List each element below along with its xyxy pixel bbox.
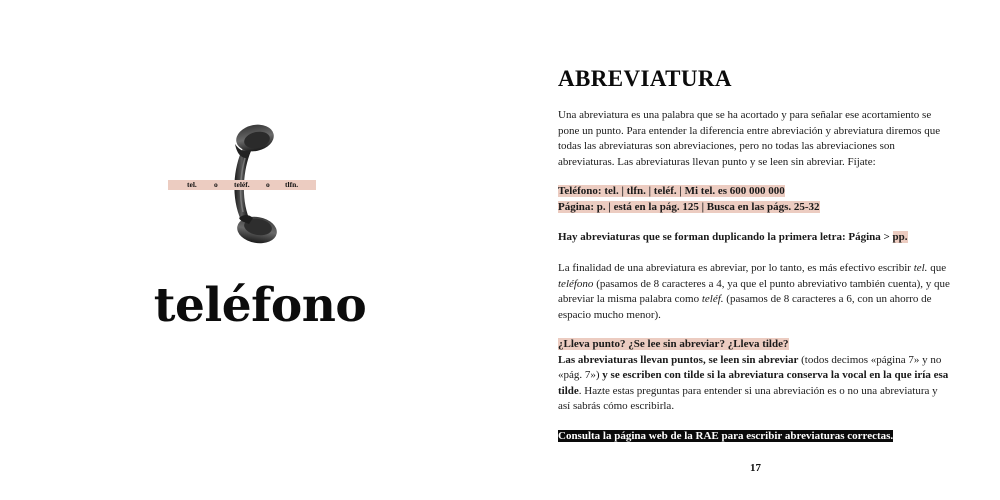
page-title: ABREVIATURA bbox=[558, 66, 732, 91]
answer-bold: Las abreviaturas llevan puntos, se leen sin abreviar bbox=[558, 353, 799, 366]
finality-text: (pasamos de 8 caracteres a 6, con un ahorro de espacio mucho menor). bbox=[558, 293, 932, 321]
consulta-line bbox=[558, 429, 950, 445]
finality-text: La finalidad de una abreviatura es abreviar, por lo tanto, es más efectivo escribir bbox=[558, 262, 914, 274]
strip-connector: o bbox=[266, 180, 270, 189]
finality-term-tel: tel. bbox=[913, 262, 928, 274]
examples-block bbox=[558, 184, 950, 215]
answer-text: . Hazte estas preguntas para entender si una abreviación es o no una abreviatura y así sabrás cómo escribirla. bbox=[558, 384, 938, 412]
answer-bold: y se escriben con tilde si la abreviatura conserva la vocal en la que iría esa tilde bbox=[558, 369, 949, 397]
intro-paragraph: Una abreviatura es una palabra que se ha acortado y para señalar ese acortamiento se pone un punto. Para entender la diferencia entre abreviación y abreviatura diremos que todas las abreviaturas son abreviaciones, pero no todas las abreviaciones son abreviaturas. Las abreviaturas llevan punto y se leen sin abreviar. Fíjate: bbox=[558, 109, 941, 168]
finality-term-telefono: teléfono bbox=[558, 277, 594, 290]
strip-word-tlfn: tlfn. bbox=[285, 180, 299, 189]
abbreviation-strip bbox=[168, 180, 316, 190]
questions-paragraph bbox=[558, 337, 950, 415]
duplication-paragraph bbox=[558, 230, 950, 246]
example-pagina: Página: p. | está en la pág. 125 | Busca en las págs. 25-32 bbox=[558, 200, 820, 213]
finality-term-telef: teléf. bbox=[701, 293, 724, 305]
duplication-text: Hay abreviaturas que se forman duplicando la primera letra: Página > bbox=[558, 231, 893, 243]
finality-text: que bbox=[927, 262, 947, 274]
finality-paragraph bbox=[558, 261, 950, 323]
consulta-link[interactable]: Consulta la página web de la RAE para escribir abreviaturas correctas. bbox=[558, 430, 894, 442]
duplication-highlight: pp. bbox=[892, 231, 908, 243]
finality-text: (pasamos de 8 caracteres a 4, ya que el punto abreviativo también cuenta), y que abreviar la misma palabra como bbox=[558, 277, 950, 305]
example-telefono: Teléfono: tel. | tlfn. | teléf. | Mi tel. es 600 000 000 bbox=[558, 185, 785, 197]
right-page bbox=[500, 0, 1000, 500]
strip-word-tel: tel. bbox=[187, 180, 197, 189]
strip-connector: o bbox=[214, 180, 218, 189]
strip-word-telef: teléf. bbox=[234, 180, 250, 189]
questions-heading: ¿Lleva punto? ¿Se lee sin abreviar? ¿Lleva tilde? bbox=[558, 338, 789, 350]
big-word-telefono: teléfono bbox=[153, 278, 367, 333]
page-number: 17 bbox=[750, 462, 761, 474]
answer-text: (todos decimos «página 7» y no «pág. 7») bbox=[558, 353, 942, 381]
